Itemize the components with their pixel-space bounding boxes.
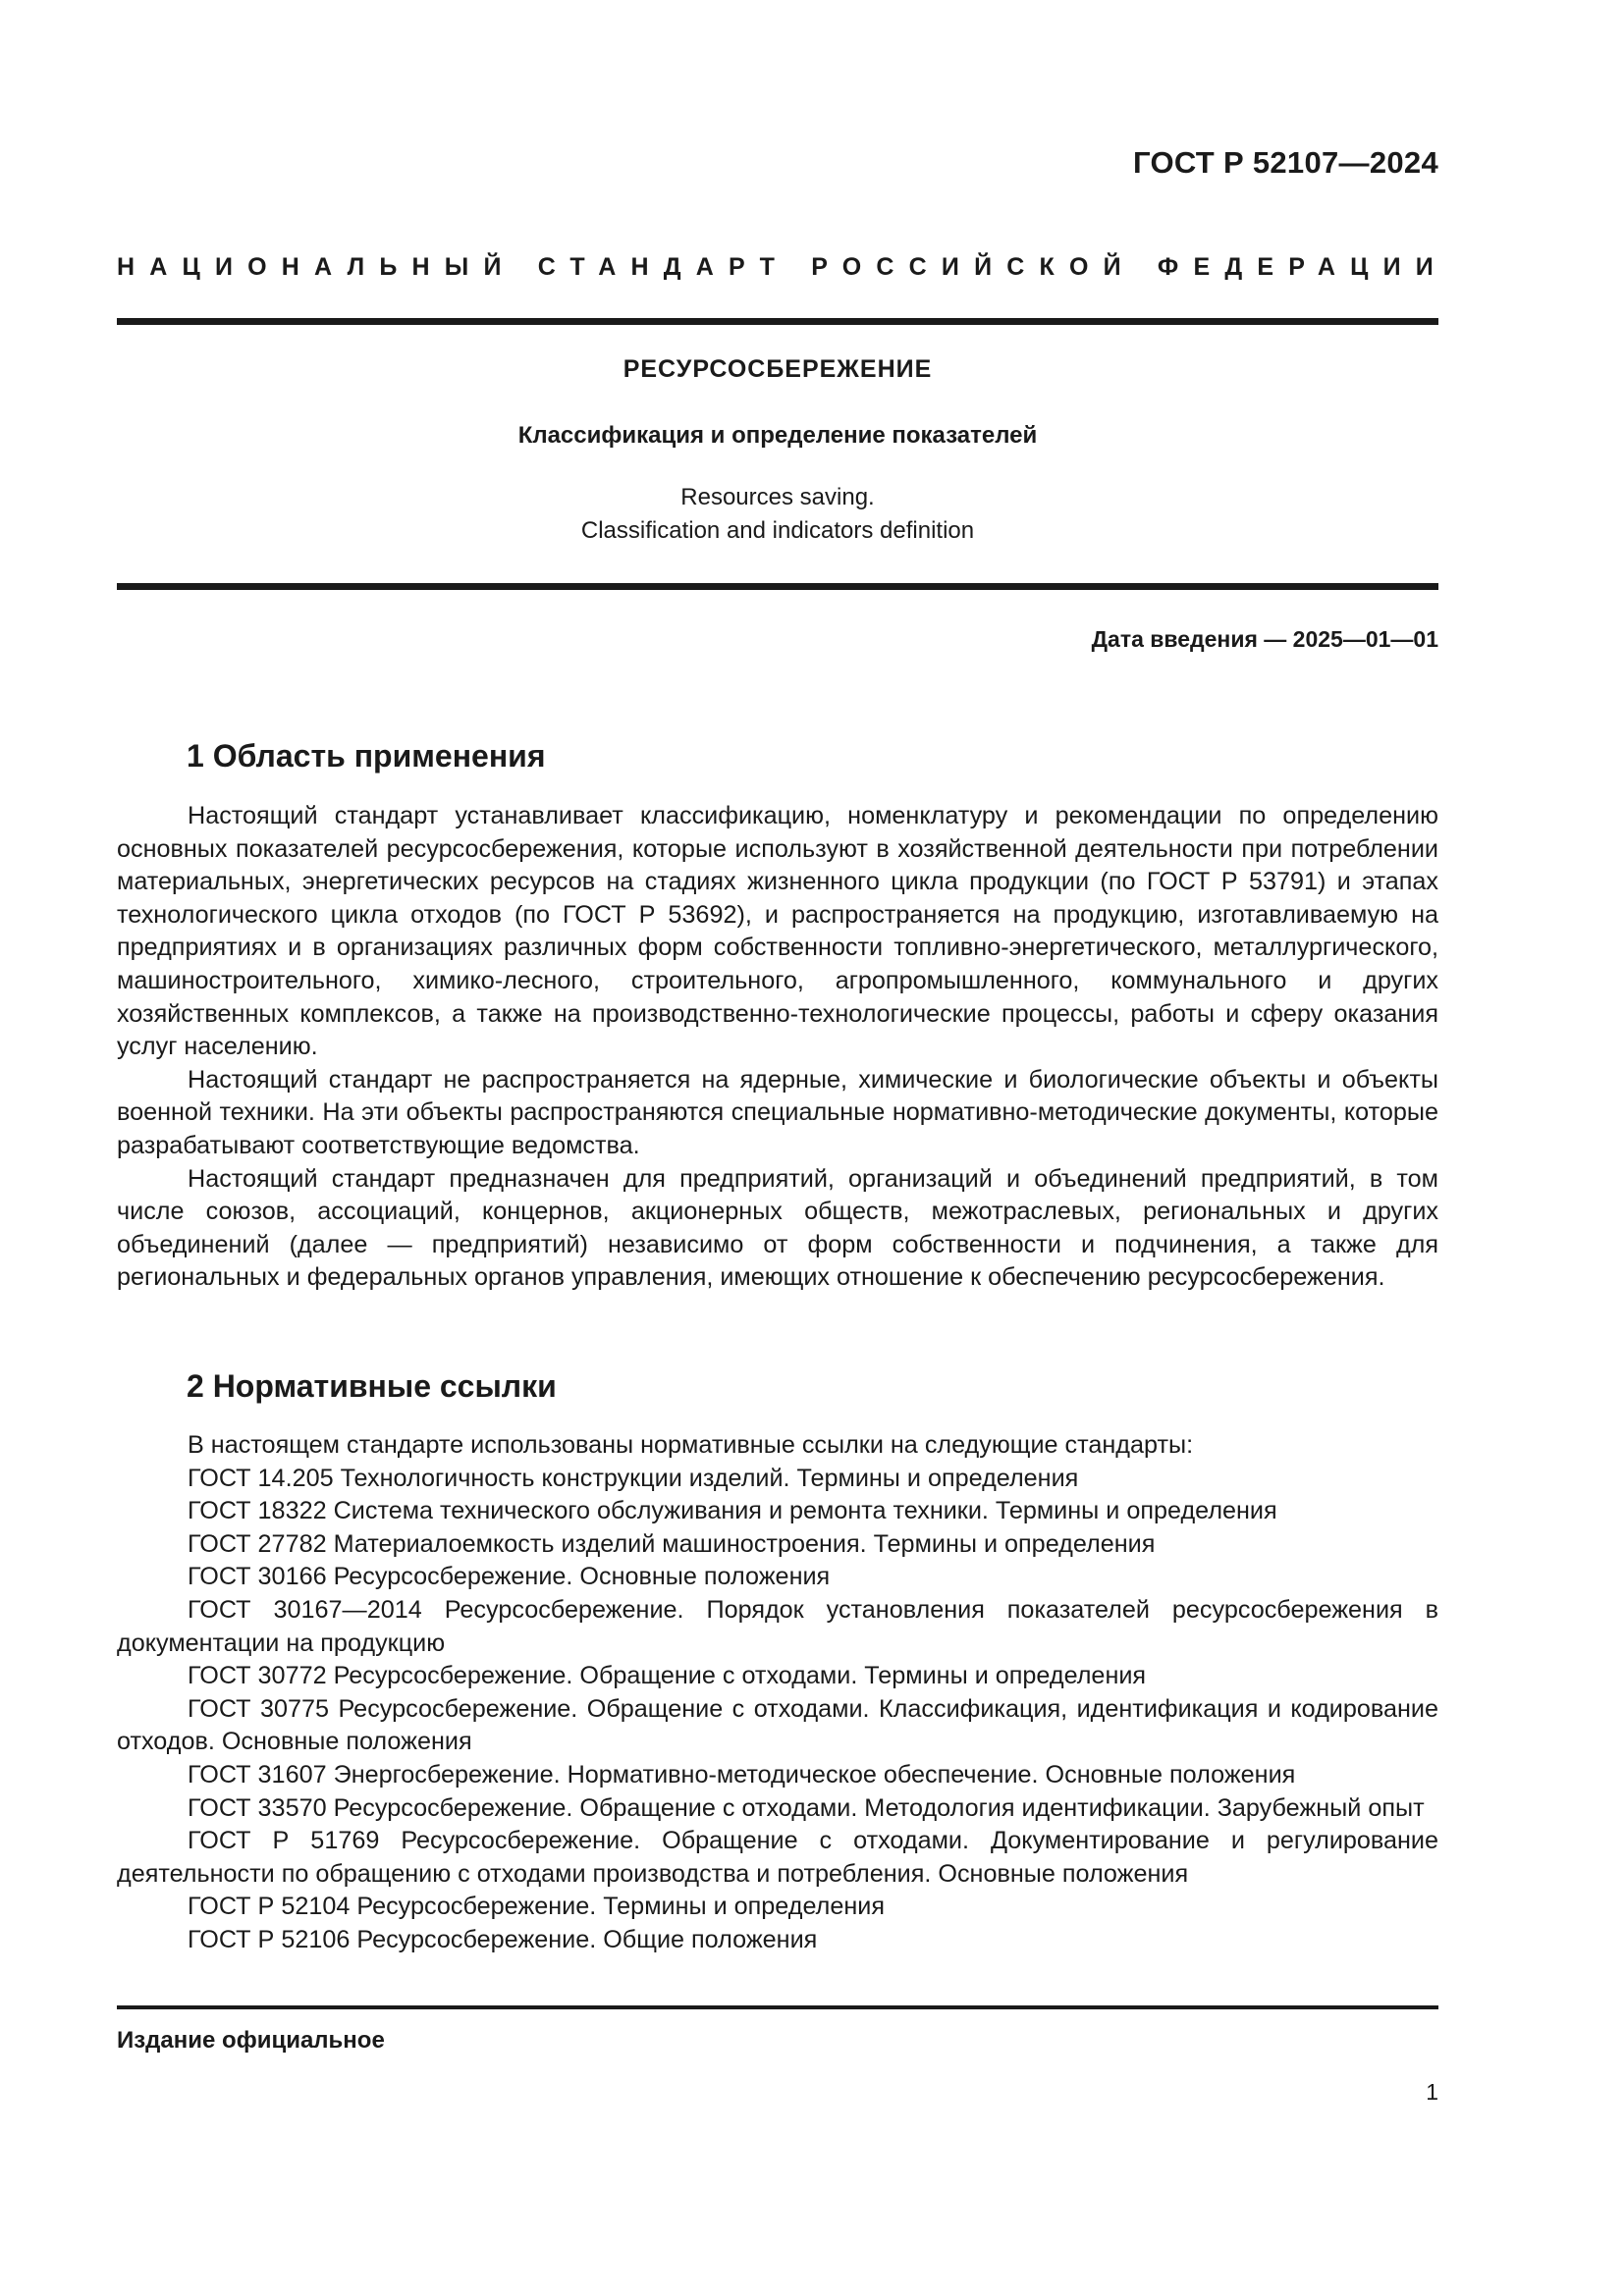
english-title-line-1: Resources saving.: [680, 484, 875, 510]
reference-item: ГОСТ 27782 Материалоемкость изделий машиностроения. Термины и определения: [188, 1529, 1156, 1558]
section-1-body: [117, 800, 1438, 1295]
reference-item: ГОСТ Р 51769 Ресурсосбережение. Обращение с отходами. Документирование и регулирование деятельности по обращению с отходами производства и потребления. Основные положения: [117, 1827, 1438, 1888]
reference-item: ГОСТ 33570 Ресурсосбережение. Обращение с отходами. Методология идентификации. Зарубежный опыт: [188, 1793, 1425, 1822]
section-1-paragraph: Настоящий стандарт предназначен для предприятий, организаций и объединений предприятий, в том числе союзов, ассоциаций, концернов, акционерных обществ, межотраслевых, региональных и других объединений (далее — предприятий) независимо от форм собственности и подчинения, а также для региональных и федеральных органов управления, имеющих отношение к обеспечению ресурсосбережения.: [117, 1164, 1438, 1292]
national-standard-banner: НАЦИОНАЛЬНЫЙ СТАНДАРТ РОССИЙСКОЙ ФЕДЕРАЦИИ: [117, 253, 1448, 281]
english-title-line-2: Classification and indicators definition: [580, 517, 975, 544]
document-subtitle: Классификация и определение показателей: [517, 422, 1038, 449]
section-1-heading: 1 Область применения: [187, 738, 546, 774]
document-code: ГОСТ Р 52107—2024: [1133, 145, 1438, 180]
reference-item: ГОСТ 30775 Ресурсосбережение. Обращение с отходами. Классификация, идентификация и кодирование отходов. Основные положения: [117, 1694, 1438, 1756]
header-divider: [117, 318, 1438, 325]
english-title: [117, 481, 1438, 548]
official-edition-label: Издание официальное: [117, 2027, 385, 2054]
page-number: 1: [1426, 2079, 1438, 2105]
references-intro: В настоящем стандарте использованы нормативные ссылки на следующие стандарты:: [188, 1431, 1194, 1459]
reference-item: ГОСТ 31607 Энергосбережение. Нормативно-методическое обеспечение. Основные положения: [188, 1760, 1296, 1789]
reference-item: ГОСТ Р 52106 Ресурсосбережение. Общие положения: [188, 1925, 818, 1953]
reference-item: ГОСТ 30167—2014 Ресурсосбережение. Порядок установления показателей ресурсосбережения в документации на продукцию: [117, 1595, 1438, 1657]
document-title: РЕСУРСОСБЕРЕЖЕНИЕ: [623, 355, 933, 383]
document-page: [117, 0, 1448, 2296]
reference-item: ГОСТ 30166 Ресурсосбережение. Основные положения: [188, 1563, 831, 1591]
introduction-date: Дата введения — 2025—01—01: [1091, 626, 1438, 652]
section-1-paragraph: Настоящий стандарт устанавливает классификацию, номенклатуру и рекомендации по определению основных показателей ресурсосбережения, которые используют в хозяйственной деятельности при потреблении материальных, энергетических ресурсов на стадиях жизненного цикла продукции (по ГОСТ Р 53791) и этапах технологического цикла отходов (по ГОСТ Р 53692), и распространяется на продукцию, изготавливаемую на предприятиях и в организациях различных форм собственности топливно-энергетического, металлургического, машиностроительного, химико-лесного, строительного, агропромышленного, коммунального и других хозяйственных комплексов, а также на производственно-технологические процессы, работы и сферу оказания услуг населению.: [117, 802, 1438, 1061]
section-2-heading: 2 Нормативные ссылки: [187, 1368, 557, 1404]
title-divider: [117, 583, 1438, 590]
footer-divider: [117, 2005, 1438, 2009]
section-1-paragraph: Настоящий стандарт не распространяется на ядерные, химические и биологические объекты и объекты военной техники. На эти объекты распространяются специальные нормативно-методические документы, которые разрабатывают соответствующие ведомства.: [117, 1065, 1438, 1159]
reference-item: ГОСТ 18322 Система технического обслуживания и ремонта техники. Термины и определения: [188, 1497, 1277, 1525]
reference-item: ГОСТ 14.205 Технологичность конструкции изделий. Термины и определения: [188, 1464, 1079, 1492]
reference-item: ГОСТ 30772 Ресурсосбережение. Обращение с отходами. Термины и определения: [188, 1662, 1147, 1690]
section-2-references: [117, 1429, 1438, 1957]
reference-item: ГОСТ Р 52104 Ресурсосбережение. Термины и определения: [188, 1893, 885, 1921]
